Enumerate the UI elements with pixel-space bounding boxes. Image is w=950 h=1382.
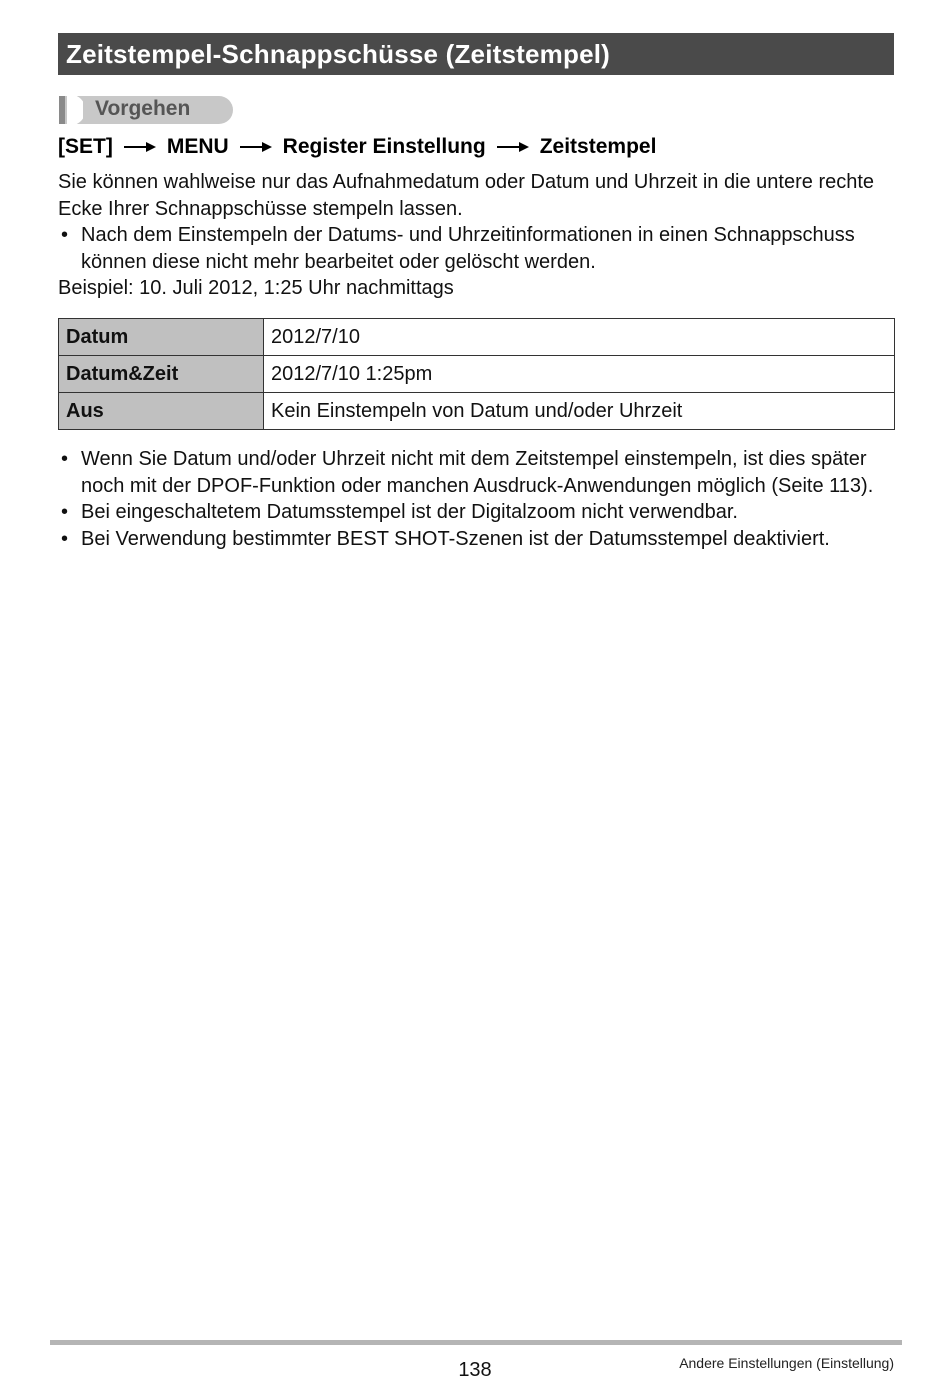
setting-key: Datum: [59, 319, 264, 356]
page-title: Zeitstempel-Schnappschüsse (Zeitstempel): [66, 38, 611, 69]
bullet-icon: •: [61, 448, 69, 470]
long-right-arrow-icon: [495, 140, 531, 154]
example-text: Beispiel: 10. Juli 2012, 1:25 Uhr nachmittags: [58, 277, 454, 299]
setting-value: 2012/7/10: [264, 319, 895, 356]
intro-note: [58, 222, 898, 275]
footer-divider: [50, 1340, 902, 1345]
note-text: Bei eingeschaltetem Datumsstempel ist der Digitalzoom nicht verwendbar.: [81, 501, 738, 523]
setting-value: 2012/7/10 1:25pm: [264, 356, 895, 393]
procedure-tag: [59, 96, 233, 124]
note-text: Wenn Sie Datum und/oder Uhrzeit nicht mit dem Zeitstempel einstempeln, ist dies später noch mit der DPOF-Funktion oder manchen Ausdruck-Anwendungen möglich (Seite 113).: [81, 448, 874, 497]
long-right-arrow-icon: [122, 140, 158, 154]
list-item: [58, 499, 898, 526]
intro-paragraph: Sie können wahlweise nur das Aufnahmedatum oder Datum und Uhrzeit in die untere rechte Ecke Ihrer Schnappschüsse stempeln lassen.: [58, 171, 875, 220]
note-text: Bei Verwendung bestimmter BEST SHOT-Szenen ist der Datumsstempel deaktiviert.: [81, 527, 830, 550]
menu-path-step-menu: MENU: [166, 135, 229, 158]
list-item: [58, 446, 898, 499]
footer-section-title: Andere Einstellungen (Einstellung): [679, 1355, 894, 1371]
section-title-bar: [58, 33, 894, 75]
setting-key: Datum&Zeit: [59, 356, 264, 393]
bullet-icon: •: [61, 501, 69, 523]
menu-path-step-zeitstempel: Zeitstempel: [539, 135, 657, 158]
table-row: [59, 356, 895, 393]
table-row: [59, 319, 895, 356]
setting-value: Kein Einstempeln von Datum und/oder Uhrzeit: [264, 393, 895, 430]
page-number: 138: [458, 1359, 492, 1381]
notes-list: [58, 446, 898, 552]
menu-path-step-register: Register Einstellung: [282, 135, 486, 158]
long-right-arrow-icon: [238, 140, 274, 154]
bullet-icon: •: [61, 224, 69, 246]
intro-note-text: Nach dem Einstempeln der Datums- und Uhrzeitinformationen in einen Schnappschuss können diese nicht mehr bearbeitet oder gelöscht werden.: [81, 224, 855, 273]
bullet-icon: •: [61, 527, 69, 550]
intro-block: [58, 169, 898, 302]
menu-path: [58, 132, 656, 162]
procedure-label: Vorgehen: [95, 97, 191, 120]
procedure-marker-icon: [59, 96, 83, 124]
timestamp-settings-table: [58, 318, 895, 430]
list-item: [58, 526, 898, 553]
table-row: [59, 393, 895, 430]
setting-key: Aus: [59, 393, 264, 430]
menu-path-step-set: [SET]: [58, 135, 113, 158]
